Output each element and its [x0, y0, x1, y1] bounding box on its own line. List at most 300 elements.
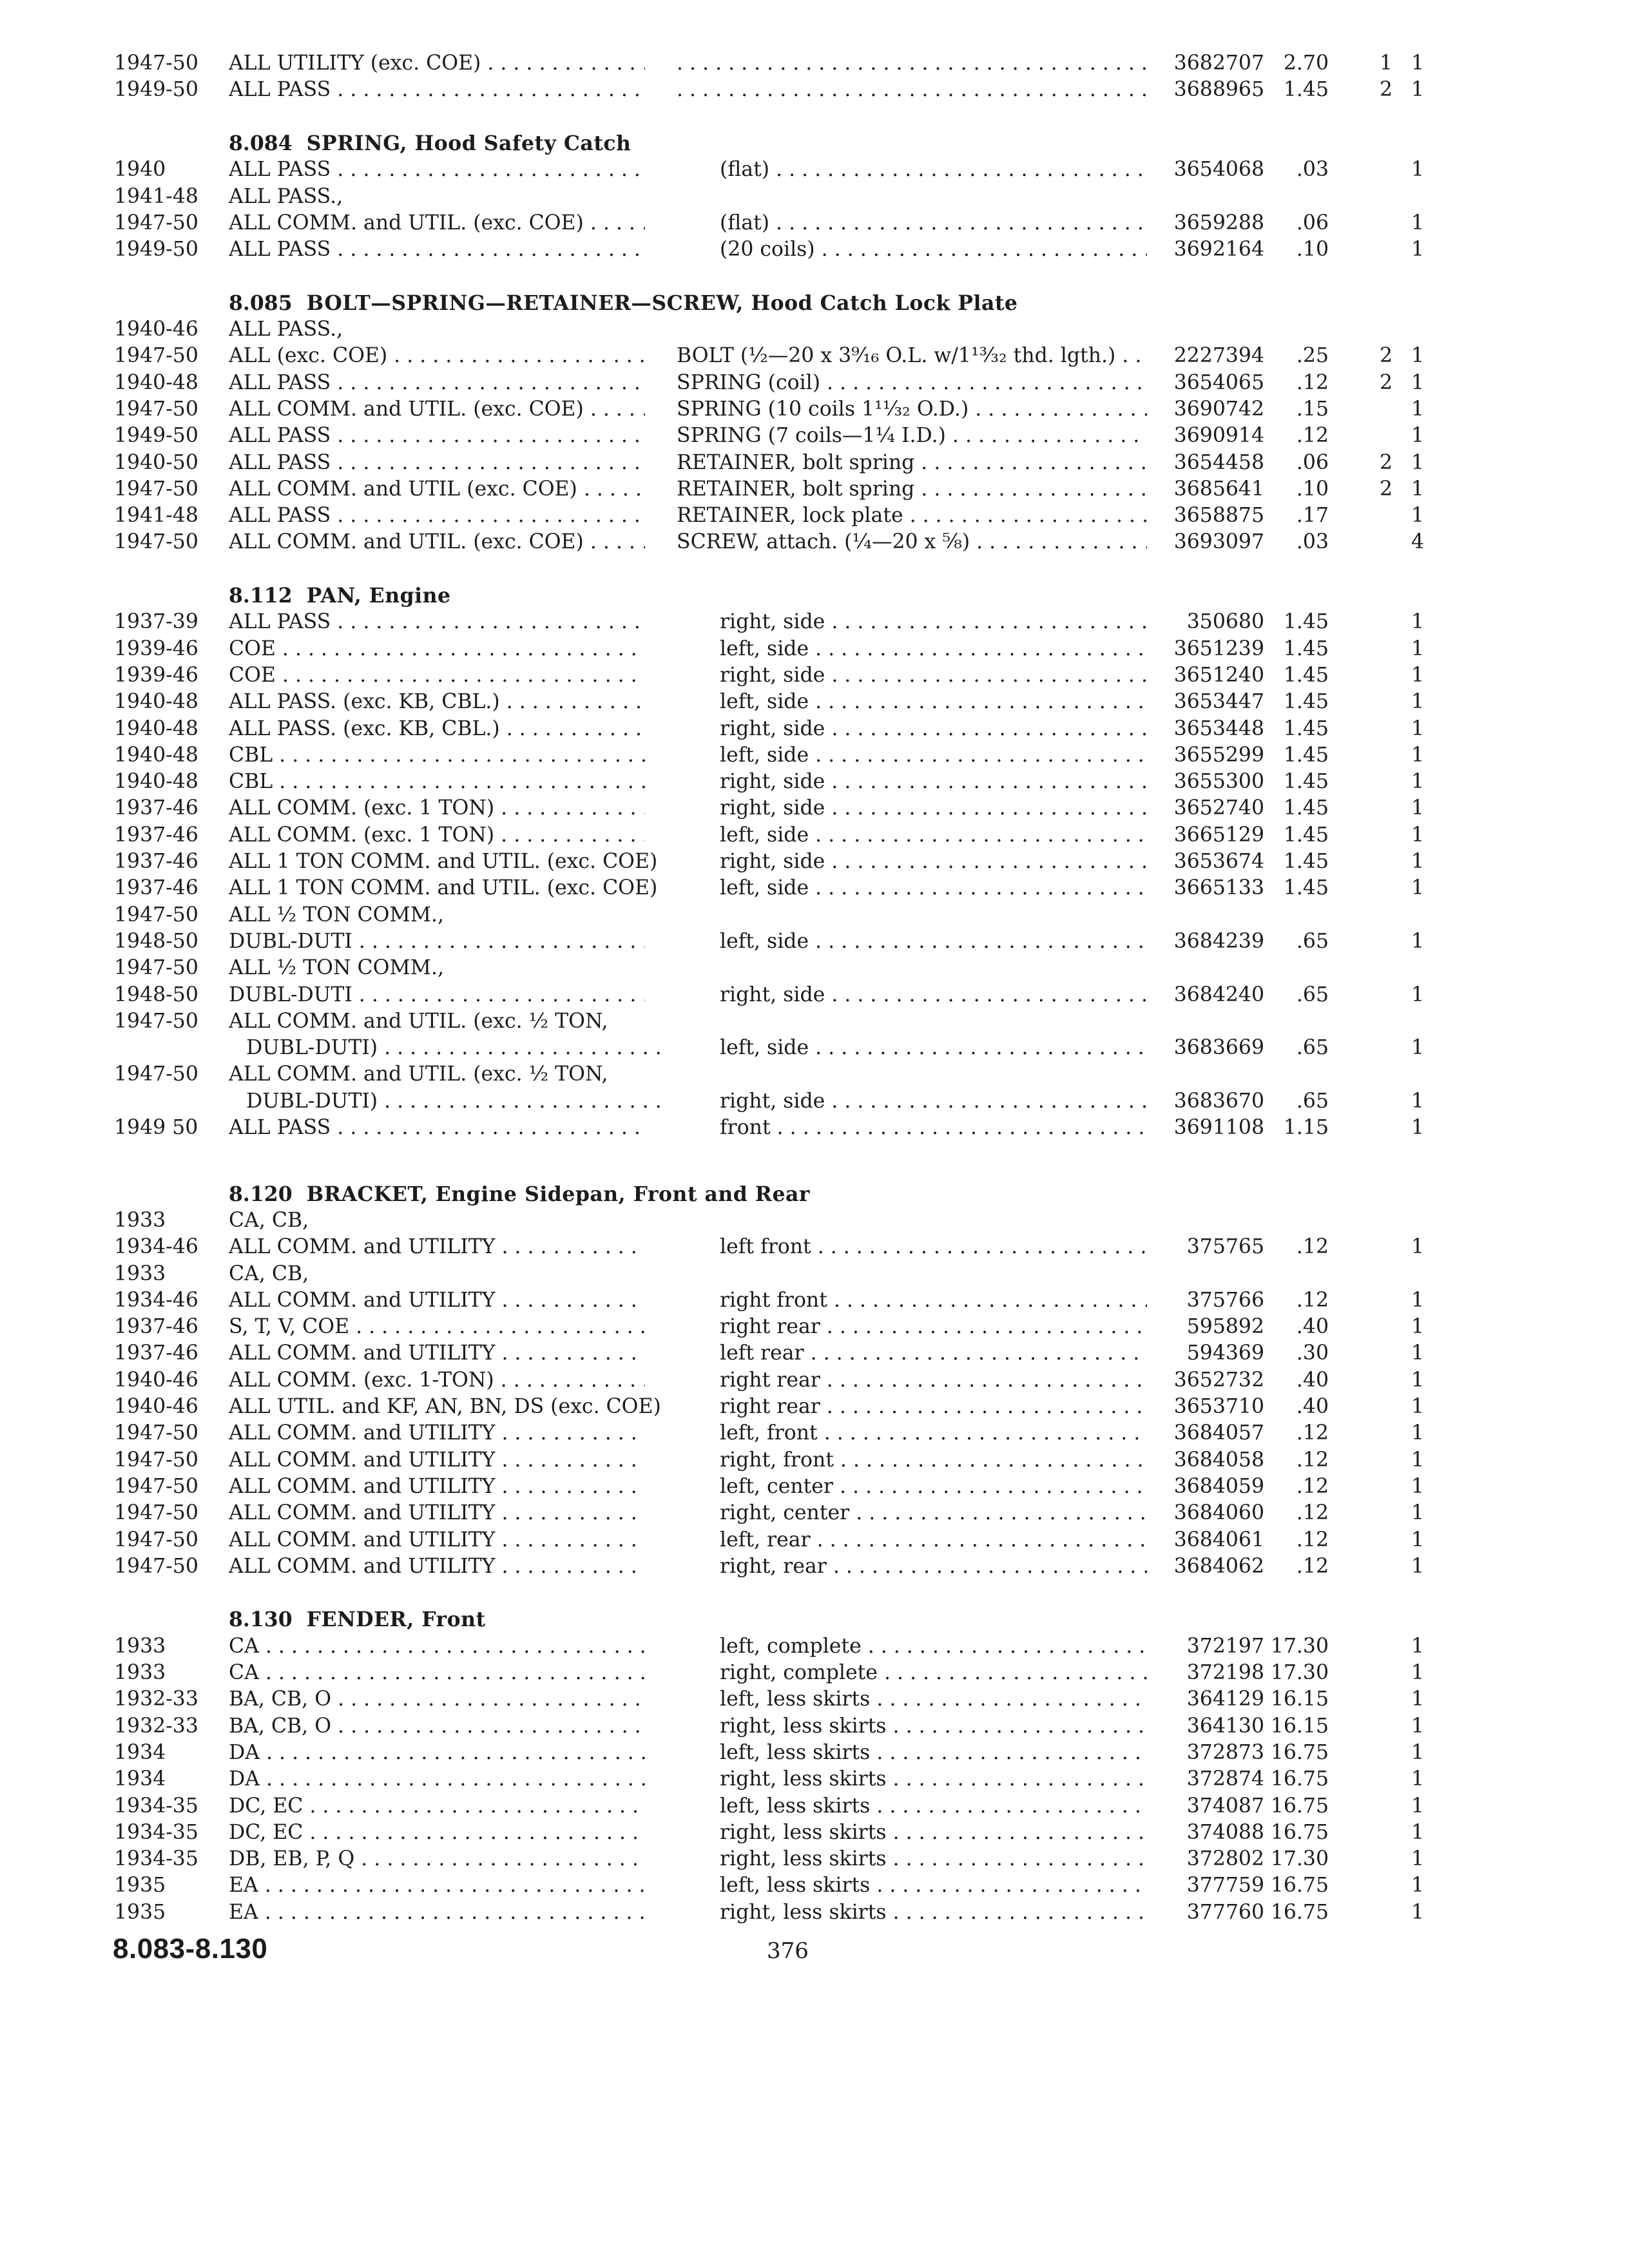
years-cell: 1940 — [114, 158, 166, 182]
years-cell: 1933 — [114, 1661, 166, 1684]
qty-b-cell: 1 — [1411, 983, 1424, 1006]
description-text: right rear — [720, 1315, 820, 1339]
qty-b-cell: 1 — [1411, 1687, 1424, 1711]
description-cell — [720, 1660, 1147, 1686]
description-text: (flat) — [720, 211, 770, 235]
description-cell — [720, 1088, 1147, 1115]
years-cell: 1940-48 — [114, 716, 198, 740]
model-text: ALL COMM. and UTIL. (exc. ½ TON, — [229, 1009, 608, 1033]
description-cell — [720, 1035, 1147, 1061]
description-cell — [720, 875, 1147, 901]
model-text: ALL COMM. and UTILITY — [229, 1528, 496, 1552]
parts-row — [0, 1447, 1629, 1474]
description-text: left rear — [720, 1341, 804, 1365]
model-cell — [229, 742, 645, 769]
part-number-cell: 350680 — [1186, 610, 1264, 634]
part-number-cell: 3688965 — [1173, 78, 1264, 102]
model-cell — [229, 1527, 645, 1553]
part-number-cell: 3653710 — [1173, 1395, 1264, 1418]
parts-row — [0, 716, 1629, 742]
description-cell — [720, 1527, 1147, 1553]
qty-b-cell: 1 — [1411, 370, 1424, 394]
part-number-cell: 3684057 — [1173, 1421, 1264, 1445]
price-cell: .30 — [1296, 1341, 1329, 1365]
description-text: right, less skirts — [720, 1847, 887, 1871]
qty-b-cell: 1 — [1411, 1315, 1424, 1339]
description-cell — [720, 1713, 1147, 1740]
model-text: ALL PASS., — [229, 318, 343, 341]
model-text: DUBL-DUTI) — [246, 1036, 378, 1060]
years-cell: 1935 — [114, 1900, 166, 1924]
description-text: SCREW, attach. (¼—20 x ⅝) — [677, 530, 970, 554]
years-cell: 1934-35 — [114, 1794, 198, 1818]
price-cell: 16.15 — [1270, 1714, 1329, 1738]
years-cell: 1948-50 — [114, 983, 198, 1006]
model-cell — [229, 609, 645, 635]
description-cell — [677, 396, 1147, 423]
price-cell: .15 — [1296, 397, 1329, 421]
price-cell: 1.45 — [1283, 823, 1329, 847]
qty-a-cell: 2 — [1379, 450, 1393, 474]
description-text: SPRING (coil) — [677, 370, 821, 394]
parts-row — [0, 1713, 1629, 1740]
part-number-cell: 374088 — [1186, 1820, 1264, 1844]
description-text: right front — [720, 1288, 827, 1312]
price-cell: .40 — [1296, 1368, 1329, 1392]
description-text: right, less skirts — [720, 1714, 887, 1738]
model-cell — [229, 1899, 645, 1926]
model-cell — [229, 370, 645, 396]
model-text: ALL COMM. and UTIL. (exc. ½ TON, — [229, 1062, 608, 1086]
qty-b-cell: 1 — [1411, 743, 1424, 767]
model-cell — [229, 503, 645, 529]
model-cell — [229, 662, 645, 689]
qty-b-cell: 1 — [1411, 1874, 1424, 1898]
price-cell: 16.75 — [1270, 1820, 1329, 1844]
model-cell — [229, 1234, 645, 1260]
price-cell: .10 — [1296, 238, 1329, 262]
years-cell: 1932-33 — [114, 1687, 198, 1711]
model-text: ALL PASS — [229, 504, 331, 528]
price-cell: 2.70 — [1283, 52, 1329, 75]
part-number-cell: 3684060 — [1173, 1501, 1264, 1525]
part-number-cell: 372873 — [1186, 1740, 1264, 1764]
years-cell: 1937-46 — [114, 1341, 198, 1365]
model-text: ALL ½ TON COMM., — [229, 956, 445, 980]
description-cell — [720, 795, 1147, 822]
model-text: ALL COMM. (exc. 1 TON) — [229, 823, 495, 847]
price-cell: 1.45 — [1283, 796, 1329, 820]
qty-b-cell: 1 — [1411, 1847, 1424, 1871]
description-cell — [720, 662, 1147, 689]
description-text: left, less skirts — [720, 1687, 871, 1711]
price-cell: 16.75 — [1270, 1900, 1329, 1924]
part-number-cell: 377759 — [1186, 1874, 1264, 1898]
years-cell: 1947-50 — [114, 1062, 198, 1086]
model-cell — [229, 636, 645, 662]
page-number: 376 — [767, 1938, 809, 1964]
qty-b-cell: 1 — [1411, 1794, 1424, 1818]
part-number-cell: 3684059 — [1173, 1474, 1264, 1498]
model-text: ALL COMM. and UTILITY — [229, 1448, 496, 1472]
price-cell: .65 — [1296, 1036, 1329, 1060]
model-text: ALL ½ TON COMM., — [229, 903, 445, 927]
parts-row — [0, 77, 1629, 103]
description-text: right, side — [720, 1089, 825, 1113]
model-text: ALL 1 TON COMM. and UTIL. (exc. COE) — [229, 850, 658, 873]
description-cell — [720, 689, 1147, 715]
parts-row — [0, 1367, 1629, 1394]
section-title: PAN, Engine — [306, 584, 451, 608]
description-cell — [720, 1314, 1147, 1340]
parts-row — [0, 742, 1629, 769]
model-text: CA — [229, 1661, 259, 1684]
qty-b-cell: 1 — [1411, 1820, 1424, 1844]
price-cell: 1.45 — [1283, 743, 1329, 767]
qty-b-cell: 1 — [1411, 52, 1424, 75]
model-cell — [229, 50, 645, 77]
parts-row — [0, 609, 1629, 635]
years-cell: 1933 — [114, 1262, 166, 1285]
description-text: RETAINER, lock plate — [677, 504, 903, 528]
model-text: ALL PASS — [229, 158, 331, 182]
model-cell — [246, 1035, 662, 1061]
years-cell: 1937-39 — [114, 610, 198, 634]
part-number-cell: 3665129 — [1173, 823, 1264, 847]
part-number-cell: 3651240 — [1173, 663, 1264, 687]
parts-row — [0, 1740, 1629, 1766]
parts-row — [0, 1500, 1629, 1526]
years-cell: 1940-46 — [114, 1368, 198, 1392]
qty-a-cell: 1 — [1379, 52, 1393, 75]
parts-row — [0, 769, 1629, 795]
qty-a-cell: 2 — [1379, 344, 1393, 368]
parts-row — [0, 476, 1629, 503]
description-text: BOLT (½—20 x 3⁹⁄₁₆ O.L. w/1¹³⁄₃₂ thd. lgth.) — [677, 344, 1116, 368]
part-number-cell: 372198 — [1186, 1661, 1264, 1684]
years-cell: 1947-50 — [114, 52, 198, 75]
description-text: left, front — [720, 1421, 818, 1445]
price-cell: .12 — [1296, 1235, 1329, 1259]
part-number-cell: 3684240 — [1173, 983, 1264, 1006]
qty-b-cell: 1 — [1411, 158, 1424, 182]
model-cell — [229, 928, 645, 955]
model-text: BA, CB, O — [229, 1714, 332, 1738]
model-text: ALL PASS — [229, 1116, 331, 1139]
description-text: front — [720, 1116, 771, 1139]
years-cell: 1947-50 — [114, 1474, 198, 1498]
model-cell — [229, 822, 645, 849]
years-cell: 1941-48 — [114, 184, 198, 208]
price-cell: 1.45 — [1283, 876, 1329, 900]
model-cell — [229, 1061, 608, 1088]
qty-b-cell: 1 — [1411, 477, 1424, 501]
qty-b-cell: 1 — [1411, 690, 1424, 714]
years-cell: 1939-46 — [114, 637, 198, 660]
price-cell: 17.30 — [1270, 1661, 1329, 1684]
description-cell — [720, 1340, 1147, 1367]
model-text: CBL — [229, 743, 273, 767]
description-cell — [677, 50, 1147, 77]
description-text: left, side — [720, 823, 809, 847]
price-cell: .12 — [1296, 424, 1329, 448]
qty-b-cell: 1 — [1411, 1714, 1424, 1738]
part-number-cell: 594369 — [1186, 1341, 1264, 1365]
description-cell — [677, 77, 1147, 103]
model-text: ALL COMM. (exc. 1-TON) — [229, 1368, 494, 1392]
model-cell — [229, 1713, 645, 1740]
description-cell — [720, 1820, 1147, 1846]
description-text: RETAINER, bolt spring — [677, 450, 915, 474]
description-text: left, complete — [720, 1634, 862, 1658]
price-cell: 1.45 — [1283, 716, 1329, 740]
description-cell — [720, 982, 1147, 1008]
price-cell: .12 — [1296, 1501, 1329, 1525]
description-text: right, side — [720, 610, 825, 634]
model-cell — [229, 1447, 645, 1474]
price-cell: 16.75 — [1270, 1767, 1329, 1791]
part-number-cell: 3684062 — [1173, 1554, 1264, 1578]
part-number-cell: 3665133 — [1173, 876, 1264, 900]
model-text: ALL COMM. and UTILITY — [229, 1474, 496, 1498]
qty-b-cell: 1 — [1411, 1528, 1424, 1552]
years-cell: 1947-50 — [114, 211, 198, 235]
years-cell: 1937-46 — [114, 876, 198, 900]
parts-row — [0, 636, 1629, 662]
section-number: 8.085 — [229, 291, 293, 315]
years-cell: 1934-35 — [114, 1820, 198, 1844]
qty-b-cell: 1 — [1411, 637, 1424, 660]
price-cell: 1.45 — [1283, 610, 1329, 634]
description-text: right, rear — [720, 1554, 827, 1578]
model-cell — [229, 450, 645, 476]
part-number-cell: 3658875 — [1173, 504, 1264, 528]
description-cell — [677, 370, 1147, 396]
parts-row — [0, 1553, 1629, 1580]
parts-row — [0, 849, 1629, 875]
model-text: ALL COMM. and UTIL (exc. COE) — [229, 477, 577, 501]
part-number-cell: 3685641 — [1173, 477, 1264, 501]
part-number-cell: 3683669 — [1173, 1036, 1264, 1060]
years-cell: 1947-50 — [114, 397, 198, 421]
description-text: right, side — [720, 770, 825, 794]
model-text: ALL UTILITY (exc. COE) — [229, 52, 481, 75]
description-text: left, side — [720, 690, 809, 714]
part-number-cell: 3651239 — [1173, 637, 1264, 660]
description-cell — [720, 1447, 1147, 1474]
model-cell — [246, 1088, 662, 1115]
description-text: left, center — [720, 1474, 833, 1498]
parts-row — [0, 1340, 1629, 1367]
model-text: ALL COMM. and UTIL. (exc. COE) — [229, 397, 584, 421]
parts-row — [0, 1061, 1629, 1088]
parts-row — [0, 1846, 1629, 1872]
description-cell — [720, 609, 1147, 635]
model-text: ALL PASS — [229, 238, 331, 262]
part-number-cell: 3652740 — [1173, 796, 1264, 820]
part-number-cell: 3659288 — [1173, 211, 1264, 235]
section-title: SPRING, Hood Safety Catch — [306, 131, 631, 155]
years-cell: 1940-46 — [114, 1395, 198, 1418]
parts-row — [0, 503, 1629, 529]
parts-row — [0, 1088, 1629, 1115]
years-cell: 1934-46 — [114, 1288, 198, 1312]
years-cell: 1937-46 — [114, 850, 198, 873]
years-cell: 1940-48 — [114, 370, 198, 394]
years-cell: 1941-48 — [114, 504, 198, 528]
parts-row — [0, 1394, 1629, 1420]
model-text: ALL COMM. and UTIL. (exc. COE) — [229, 530, 584, 554]
model-text: ALL 1 TON COMM. and UTIL. (exc. COE) — [229, 876, 658, 900]
model-cell — [229, 1872, 645, 1899]
years-cell: 1940-48 — [114, 770, 198, 794]
qty-b-cell: 1 — [1411, 78, 1424, 102]
qty-b-cell: 1 — [1411, 1288, 1424, 1312]
description-cell — [720, 1474, 1147, 1500]
part-number-cell: 3691108 — [1173, 1116, 1264, 1139]
parts-row — [0, 157, 1629, 183]
description-cell — [720, 1553, 1147, 1580]
qty-a-cell: 2 — [1379, 78, 1393, 102]
parts-row — [0, 343, 1629, 369]
qty-b-cell: 1 — [1411, 1900, 1424, 1924]
price-cell: 17.30 — [1270, 1847, 1329, 1871]
part-number-cell: 3654065 — [1173, 370, 1264, 394]
section-title: FENDER, Front — [306, 1608, 486, 1632]
model-text: CA — [229, 1634, 259, 1658]
parts-row — [0, 396, 1629, 423]
years-cell: 1947-50 — [114, 1009, 198, 1033]
description-text: right, complete — [720, 1661, 878, 1684]
price-cell: 1.45 — [1283, 637, 1329, 660]
description-text: left, side — [720, 743, 809, 767]
description-cell — [677, 423, 1147, 449]
model-text: CBL — [229, 770, 273, 794]
qty-b-cell: 1 — [1411, 238, 1424, 262]
model-cell — [229, 396, 645, 423]
price-cell: .17 — [1296, 504, 1329, 528]
description-cell — [720, 1633, 1147, 1660]
price-cell: .06 — [1296, 450, 1329, 474]
parts-row — [0, 902, 1629, 928]
years-cell: 1934-46 — [114, 1235, 198, 1259]
qty-b-cell: 1 — [1411, 1036, 1424, 1060]
model-text: ALL PASS., — [229, 184, 343, 208]
part-number-cell: 3655299 — [1173, 743, 1264, 767]
model-cell — [229, 689, 645, 715]
part-number-cell: 3682707 — [1173, 52, 1264, 75]
price-cell: .65 — [1296, 929, 1329, 953]
model-text: ALL COMM. (exc. 1 TON) — [229, 796, 495, 820]
description-cell — [720, 716, 1147, 742]
model-text: ALL PASS — [229, 424, 331, 448]
description-text: right, side — [720, 850, 825, 873]
parts-row — [0, 1793, 1629, 1820]
description-cell — [720, 157, 1147, 183]
description-cell — [720, 210, 1147, 236]
model-cell — [229, 875, 657, 901]
model-text: BA, CB, O — [229, 1687, 332, 1711]
description-text: RETAINER, bolt spring — [677, 477, 915, 501]
qty-b-cell: 1 — [1411, 1368, 1424, 1392]
part-number-cell: 375765 — [1186, 1235, 1264, 1259]
qty-b-cell: 1 — [1411, 1501, 1424, 1525]
parts-row — [0, 1420, 1629, 1446]
part-number-cell: 372874 — [1186, 1767, 1264, 1791]
parts-row — [0, 1660, 1629, 1686]
price-cell: .06 — [1296, 211, 1329, 235]
price-cell: 1.15 — [1283, 1116, 1329, 1139]
parts-row — [0, 423, 1629, 449]
price-cell: 1.45 — [1283, 663, 1329, 687]
parts-row — [0, 50, 1629, 77]
price-cell: .40 — [1296, 1395, 1329, 1418]
model-cell — [229, 1660, 645, 1686]
description-text: left, side — [720, 1036, 809, 1060]
price-cell: .12 — [1296, 1421, 1329, 1445]
qty-b-cell: 1 — [1411, 504, 1424, 528]
model-cell — [229, 902, 444, 928]
model-cell — [229, 343, 645, 369]
parts-row — [0, 1261, 1629, 1287]
model-cell — [229, 77, 645, 103]
description-cell — [720, 849, 1147, 875]
model-text: DC, EC — [229, 1794, 304, 1818]
description-cell — [720, 1115, 1147, 1141]
price-cell: 16.75 — [1270, 1794, 1329, 1818]
model-cell — [229, 157, 645, 183]
model-cell — [229, 210, 645, 236]
model-cell — [229, 423, 645, 449]
description-cell — [720, 928, 1147, 955]
qty-b-cell: 1 — [1411, 344, 1424, 368]
model-cell — [229, 716, 645, 742]
qty-a-cell: 2 — [1379, 477, 1393, 501]
years-cell: 1949-50 — [114, 424, 198, 448]
part-number-cell: 374087 — [1186, 1794, 1264, 1818]
part-number-cell: 3652732 — [1173, 1368, 1264, 1392]
model-text: DA — [229, 1740, 260, 1764]
model-text: ALL COMM. and UTILITY — [229, 1341, 496, 1365]
price-cell: .65 — [1296, 1089, 1329, 1113]
description-text: (flat) — [720, 158, 770, 182]
years-cell: 1937-46 — [114, 796, 198, 820]
model-text: ALL (exc. COE) — [229, 344, 388, 368]
parts-row — [0, 236, 1629, 263]
years-cell: 1940-46 — [114, 318, 198, 341]
model-cell — [229, 982, 645, 1008]
part-number-cell: 3683670 — [1173, 1089, 1264, 1113]
description-cell — [720, 1899, 1147, 1926]
part-number-cell: 3655300 — [1173, 770, 1264, 794]
model-text: ALL UTIL. and KF, AN, BN, DS (exc. COE) — [229, 1395, 661, 1418]
model-cell — [229, 1686, 645, 1713]
model-cell — [229, 1500, 645, 1526]
years-cell: 1933 — [114, 1634, 166, 1658]
model-text: ALL PASS — [229, 370, 331, 394]
price-cell: .03 — [1296, 530, 1329, 554]
part-number-cell: 372197 — [1186, 1634, 1264, 1658]
section-number: 8.120 — [229, 1182, 293, 1206]
description-cell — [720, 636, 1147, 662]
description-cell — [720, 1420, 1147, 1446]
qty-b-cell: 1 — [1411, 1089, 1424, 1113]
parts-row — [0, 822, 1629, 849]
part-number-cell: 364130 — [1186, 1714, 1264, 1738]
part-number-cell: 3690914 — [1173, 424, 1264, 448]
model-text: DUBL-DUTI — [229, 929, 352, 953]
years-cell: 1934 — [114, 1740, 166, 1764]
